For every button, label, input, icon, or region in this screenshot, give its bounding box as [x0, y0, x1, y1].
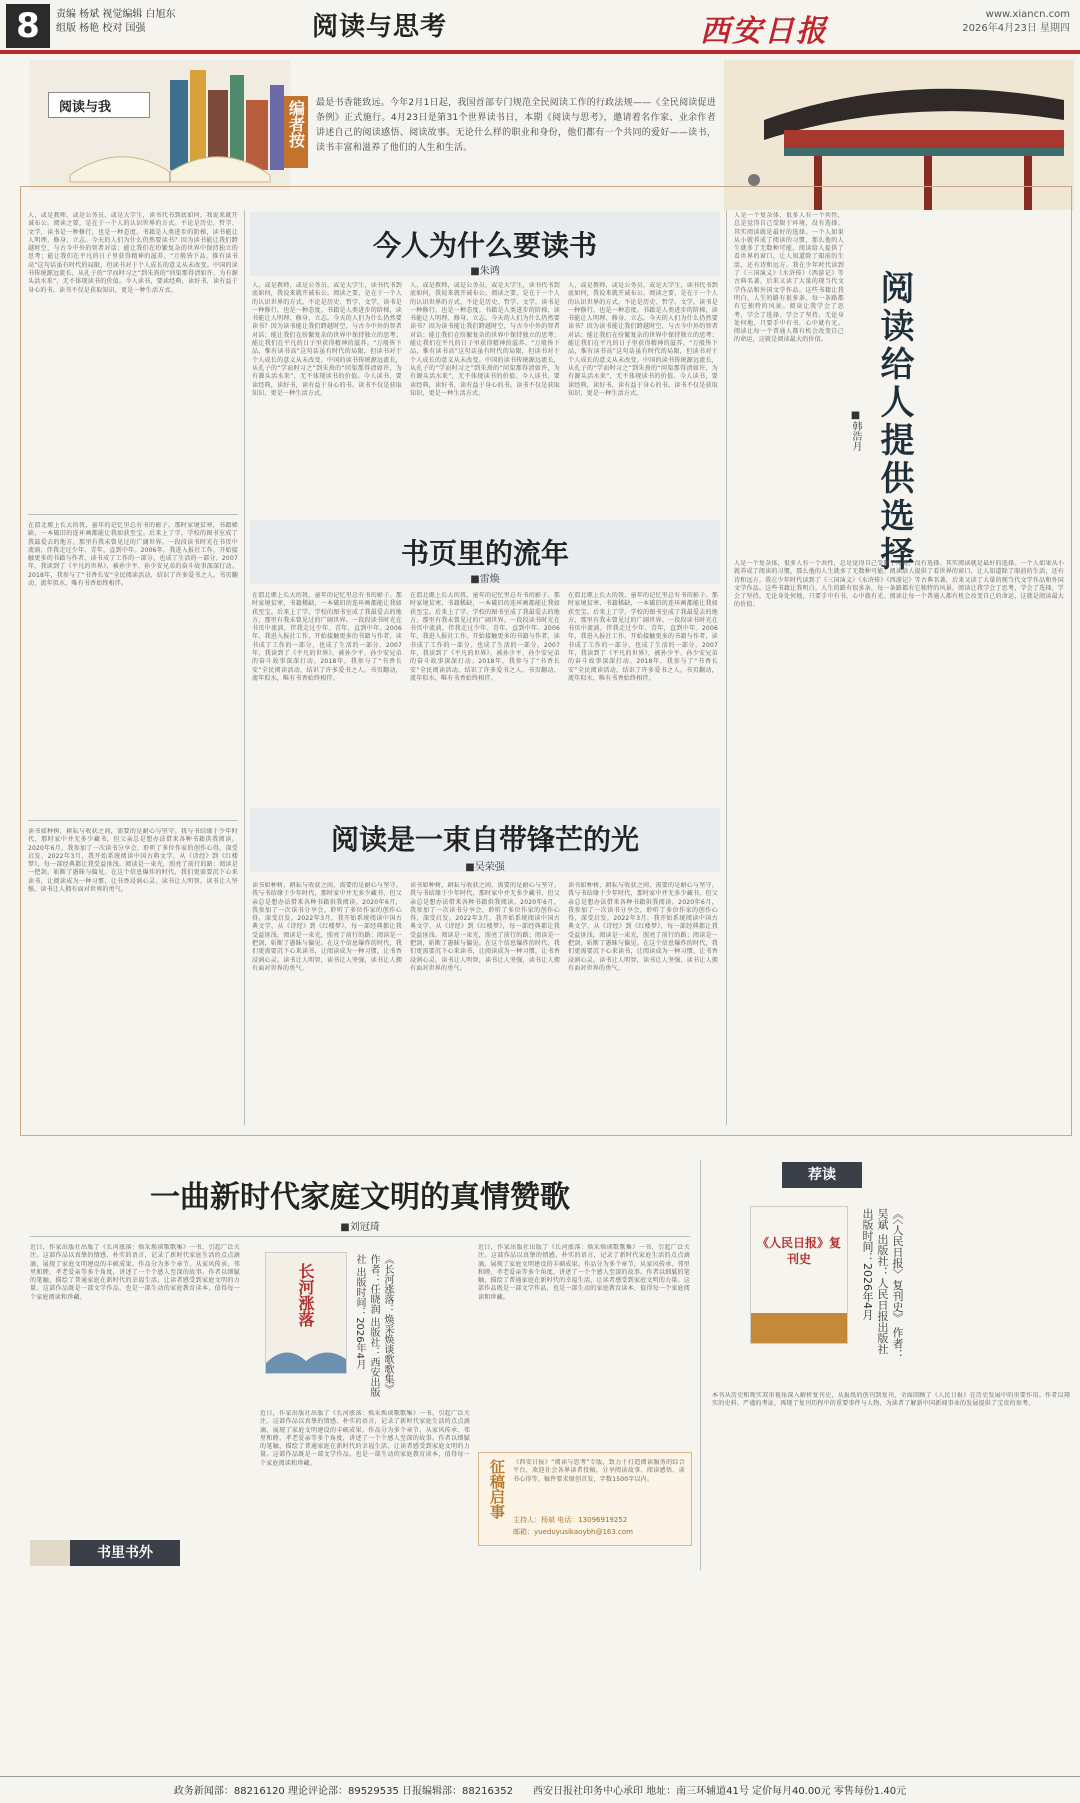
- editor-note-label-box: [284, 96, 308, 168]
- call-for-papers-contact: 主持人：杨斌 电话：13096919252: [513, 1516, 628, 1524]
- call-for-papers-box: [478, 1452, 692, 1546]
- book-cover-2: [750, 1206, 848, 1344]
- article-4-intro: 人是一个复杂体，很多人有一个共性，总是觉得自己受限于环境，没有选择。其实阅读就是最好的选择。一个人如果从小就养成了阅读的习惯，那么他的人生就多了无数种可能。阅读给人提供了看世界的窗口，让人知道除了眼前的生活，还有诗和远方。我在少年时代读到了《三国演义》《水浒传》《西游记》等古典名著，后来又读了大量的现当代文学作品和外国文学作品。这些书籍让我明白，人生的路有很多条，每一条路都有它独特的风景。阅读让我学会了思考，学会了选择，学会了坚持。无论身处何地，只要手中有书，心中就有光。阅读让每一个普通人都有机会改变自己的命运，这就是阅读最大的价值。: [734, 212, 844, 344]
- article-3-author: ■吴荣强: [465, 862, 505, 873]
- article-1-title: 今人为什么要读书: [372, 229, 597, 262]
- book-cover-1: [265, 1252, 347, 1374]
- section-title: 阅读与思考: [312, 12, 448, 42]
- divider: [28, 514, 238, 515]
- book-1-publisher: 出版社：西安出版社: [354, 1254, 379, 1398]
- left-text-1: 人，或是教师，或是公务员，或是大学生，读书代书到底如何，我说来就开诚布公。阅读之要，是在于一个人的认识世界的方式。不论是历史、哲学、文学，读书是一种修行，也是一种态度。书籍是人类进步的阶梯，读书能让人明理、修身、立志。今天的人们为什么仍然要读书？因为读书能让我们跨越时空，与古今中外的智者对话；能让我们在纷繁复杂的世界中保持独立的思考；能让我们在平凡的日子里获得精神的滋养。“万般皆下品，惟有读书高”这句话虽有时代的局限，但读书对于个人成长的意义从未改变。中国的读书传统源远流长，从孔子的“学而时习之”到朱熹的“问渠那得清如许，为有源头活水来”，无不体现读书的价值。今人读书，要读经典，读好书，读有益于身心的书。读书不仅是获取知识，更是一种生活方式。: [28, 212, 238, 294]
- recommend-header: [712, 1162, 1072, 1190]
- editor-note-label: 编者按: [286, 100, 306, 148]
- masthead-logo: 西安日报: [700, 14, 828, 49]
- article-2-col-3: 在渭北塬上长大的我，童年的记忆里总有书的影子。那时家境贫寒，书籍稀缺，一本破旧的连环画都能让我如获至宝。后来上了学，学校的图书室成了我最爱去的地方，那里有我未曾见过的广阔世界。一段段读书时光在书页中流淌，伴我走过少年、青年，直到中年。2006年，我进入报社工作，开始接触更多的书籍与作者，读书成了工作的一部分，也成了生活的一部分。2007年，我读到了《平凡的世界》，被孙少平、孙少安兄弟的奋斗故事深深打动。2018年，我参与了“书香长安”全民阅读活动，结识了许多爱书之人。书页翻动，流年似水，唯有书香始终相伴。: [568, 592, 718, 682]
- article-4-body: 人是一个复杂体，很多人有一个共性，总是觉得自己受限于环境，没有选择。其实阅读就是最好的选择。一个人如果从小就养成了阅读的习惯，那么他的人生就多了无数种可能。阅读给人提供了看世界的窗口，让人知道除了眼前的生活，还有诗和远方。我在少年时代读到了《三国演义》《水浒传》《西游记》等古典名著，后来又读了大量的现当代文学作品和外国文学作品。这些书籍让我明白，人生的路有很多条，每一条路都有它独特的风景。阅读让我学会了思考，学会了选择，学会了坚持。无论身处何地，只要手中有书，心中就有光。阅读让每一个普通人都有机会改变自己的命运，这就是阅读最大的价值。: [734, 560, 1064, 609]
- book-1-title: 《长河涨落：焕采焕谈歌歌集》: [382, 1254, 393, 1394]
- call-for-papers-text: 《西安日报》“阅读与思考”专版，致力于打造阅读服务的综合平台，欢迎社会各界读者投稿，分享阅读故事、阅读感悟、读书心得等。稿件要求原创首发，字数1500字以内。: [513, 1459, 685, 1483]
- bottom-tag: 书里书外: [70, 1540, 180, 1566]
- column-tag-box: [48, 92, 150, 118]
- website[interactable]: www.xiancn.com: [985, 9, 1070, 20]
- left-text-3: 读书如种树，耕耘与收获之间，需要的是耐心与坚守。我与书结缘于少年时代，那时家中并无多少藏书，但父亲总是想办法借来各种书籍供我阅读。2020年6月，我参加了一次读书分享会，聆听了多位作家的创作心得，深受启发。2022年3月，我开始系统阅读中国古典文学，从《诗经》到《红楼梦》，每一部经典都让我受益匪浅。阅读是一束光，照亮了前行的路；阅读是一把剑，斩断了愚昧与偏见。在这个信息爆炸的时代，我们更需要沉下心来读书，让阅读成为一种习惯，让书香浸润心灵。读书让人明智，读书让人坚强，读书让人拥有面对世界的勇气。: [28, 828, 238, 894]
- wave-icon: [266, 1333, 346, 1373]
- credits: [56, 8, 176, 36]
- cover-band: [751, 1313, 847, 1343]
- call-for-papers-label: 征稿启事: [488, 1459, 506, 1519]
- footer-info: 政务新闻部：88216120 理论评论部：89529535 日报编辑部：88216352 西安日报社印务中心承印 地址：南三环辅道41号 定价每月40.00元 零售每份1.40元: [173, 1786, 907, 1797]
- page-number: 8: [6, 4, 50, 48]
- column-rule: [726, 210, 727, 1125]
- credits-line-2: 组版 杨艳 校对 国强: [56, 23, 146, 34]
- book-2-publisher: 出版社：人民日报出版社: [876, 1233, 889, 1355]
- book-2-info: [860, 1208, 905, 1368]
- article-2-title: 书页里的流年: [400, 537, 569, 570]
- book-2-date: 出版时间：2026年4月: [861, 1208, 874, 1320]
- divider: [30, 1236, 690, 1237]
- recommend-tag: 荐读: [782, 1162, 862, 1188]
- book-2-author: 作者：吴斌: [876, 1208, 904, 1360]
- article-5-col-2: 近日，作家出版社出版了《长河涨落：焕采焕谈歌歌集》一书，引起广泛关注。这部作品以真挚的情感、朴实的语言，记录了新时代家庭生活的点点滴滴，展现了家庭文明建设的丰硕成果。作品分为多个章节，从家风传承、邻里和睦、孝老爱亲等多个角度，讲述了一个个感人至深的故事。作者以细腻的笔触，描绘了普通家庭在新时代的幸福生活，让读者感受到家庭文明的力量。这部作品既是一部文学作品，也是一部生动的家庭教育读本，值得每一个家庭阅读和珍藏。: [260, 1410, 470, 1467]
- book-cover-1-title: 长河涨落: [296, 1263, 315, 1327]
- left-text-2: 在渭北塬上长大的我，童年的记忆里总有书的影子。那时家境贫寒，书籍稀缺，一本破旧的连环画都能让我如获至宝。后来上了学，学校的图书室成了我最爱去的地方，那里有我未曾见过的广阔世界。一段段读书时光在书页中流淌，伴我走过少年、青年，直到中年。2006年，我进入报社工作，开始接触更多的书籍与作者，读书成了工作的一部分，也成了生活的一部分。2007年，我读到了《平凡的世界》，被孙少平、孙少安兄弟的奋斗故事深深打动。2018年，我参与了“书香长安”全民阅读活动，结识了许多爱书之人。书页翻动，流年似水，唯有书香始终相伴。: [28, 522, 238, 588]
- column-rule: [700, 1160, 701, 1570]
- header-rule: [0, 50, 1080, 54]
- book-1-date: 出版时间：2026年4月: [354, 1267, 365, 1369]
- editor-note-text: 最是书香能致远。今年2月1日起，我国首部专门规范全民阅读工作的行政法规——《全民阅读促进条例》正式施行。4月23日是第31个世界读书日，本期《阅读与思考》，邀请着名作家、业余作者讲述自己的阅读感悟、阅读故事。无论什么样的职业和身份，他们都有一个共同的爱好——读书，读书丰富和滋养了他们的人生和生活。: [316, 98, 716, 153]
- article-2-col-2: 在渭北塬上长大的我，童年的记忆里总有书的影子。那时家境贫寒，书籍稀缺，一本破旧的连环画都能让我如获至宝。后来上了学，学校的图书室成了我最爱去的地方，那里有我未曾见过的广阔世界。一段段读书时光在书页中流淌，伴我走过少年、青年，直到中年。2006年，我进入报社工作，开始接触更多的书籍与作者，读书成了工作的一部分，也成了生活的一部分。2007年，我读到了《平凡的世界》，被孙少平、孙少安兄弟的奋斗故事深深打动。2018年，我参与了“书香长安”全民阅读活动，结识了许多爱书之人。书页翻动，流年似水，唯有书香始终相伴。: [410, 592, 560, 682]
- column-rule: [244, 210, 245, 1125]
- recommend-body: 本书从历史和现实双重视角深入解析复刊史，从报纸的创刊到复刊，全面回顾了《人民日报》在历史发展中的重要作用。作者以翔实的史料、严谨的考证，再现了复刊历程中的重要事件与人物，为读者了解新中国新闻事业的发展提供了宝贵的参考。: [712, 1392, 1070, 1408]
- book-1-info: [352, 1254, 394, 1404]
- footer-rule: [0, 1776, 1080, 1777]
- article-2-author: ■雷焕: [470, 574, 500, 585]
- credits-line-1: 责编 杨斌 视觉编辑 白旭东: [56, 9, 176, 20]
- article-2-col-1: 在渭北塬上长大的我，童年的记忆里总有书的影子。那时家境贫寒，书籍稀缺，一本破旧的连环画都能让我如获至宝。后来上了学，学校的图书室成了我最爱去的地方，那里有我未曾见过的广阔世界。一段段读书时光在书页中流淌，伴我走过少年、青年，直到中年。2006年，我进入报社工作，开始接触更多的书籍与作者，读书成了工作的一部分，也成了生活的一部分。2007年，我读到了《平凡的世界》，被孙少平、孙少安兄弟的奋斗故事深深打动。2018年，我参与了“书香长安”全民阅读活动，结识了许多爱书之人。书页翻动，流年似水，唯有书香始终相伴。: [252, 592, 402, 682]
- book-1-author: 作者：任晓润: [368, 1254, 379, 1314]
- book-icon: [30, 1540, 70, 1566]
- column-tag: 阅读与我: [59, 100, 112, 115]
- article-3-title: 阅读是一束自带锋芒的光: [330, 823, 639, 856]
- call-for-papers-email[interactable]: 邮箱：yueduyusikaoybh@163.com: [513, 1528, 633, 1536]
- article-3-col-1: 读书如种树，耕耘与收获之间，需要的是耐心与坚守。我与书结缘于少年时代，那时家中并无多少藏书，但父亲总是想办法借来各种书籍供我阅读。2020年6月，我参加了一次读书分享会，聆听了多位作家的创作心得，深受启发。2022年3月，我开始系统阅读中国古典文学，从《诗经》到《红楼梦》，每一部经典都让我受益匪浅。阅读是一束光，照亮了前行的路；阅读是一把剑，斩断了愚昧与偏见。在这个信息爆炸的时代，我们更需要沉下心来读书，让阅读成为一种习惯，让书香浸润心灵。读书让人明智，读书让人坚强，读书让人拥有面对世界的勇气。: [252, 882, 402, 972]
- article-1-col-2: 人，或是教师，或是公务员，或是大学生，读书代书到底如何，我说来就开诚布公。阅读之要，是在于一个人的认识世界的方式。不论是历史、哲学、文学，读书是一种修行，也是一种态度。书籍是人类进步的阶梯，读书能让人明理、修身、立志。今天的人们为什么仍然要读书？因为读书能让我们跨越时空，与古今中外的智者对话；能让我们在纷繁复杂的世界中保持独立的思考；能让我们在平凡的日子里获得精神的滋养。“万般皆下品，惟有读书高”这句话虽有时代的局限，但读书对于个人成长的意义从未改变。中国的读书传统源远流长，从孔子的“学而时习之”到朱熹的“问渠那得清如许，为有源头活水来”，无不体现读书的价值。今人读书，要读经典，读好书，读有益于身心的书。读书不仅是获取知识，更是一种生活方式。: [410, 282, 560, 397]
- book-2-title: 《〈人民日报〉复刊史》: [891, 1208, 904, 1324]
- article-5-col-1: 近日，作家出版社出版了《长河涨落：焕采焕谈歌歌集》一书，引起广泛关注。这部作品以真挚的情感、朴实的语言，记录了新时代家庭生活的点点滴滴，展现了家庭文明建设的丰硕成果。作品分为多个章节，从家风传承、邻里和睦、孝老爱亲等多个角度，讲述了一个个感人至深的故事。作者以细腻的笔触，描绘了普通家庭在新时代的幸福生活，让读者感受到家庭文明的力量。这部作品既是一部文学作品，也是一部生动的家庭教育读本，值得每一个家庭阅读和珍藏。: [30, 1244, 240, 1301]
- article-5-author: ■刘冠琦: [340, 1222, 380, 1233]
- article-3-col-3: 读书如种树，耕耘与收获之间，需要的是耐心与坚守。我与书结缘于少年时代，那时家中并无多少藏书，但父亲总是想办法借来各种书籍供我阅读。2020年6月，我参加了一次读书分享会，聆听了多位作家的创作心得，深受启发。2022年3月，我开始系统阅读中国古典文学，从《诗经》到《红楼梦》，每一部经典都让我受益匪浅。阅读是一束光，照亮了前行的路；阅读是一把剑，斩断了愚昧与偏见。在这个信息爆炸的时代，我们更需要沉下心来读书，让阅读成为一种习惯，让书香浸润心灵。读书让人明智，读书让人坚强，读书让人拥有面对世界的勇气。: [568, 882, 718, 972]
- article-1-author: ■朱鸿: [470, 266, 500, 277]
- bottom-tag-box: [30, 1540, 230, 1566]
- book-cover-2-title: 《人民日报》复刊史: [757, 1236, 842, 1266]
- article-4-author: ■韩浩月: [850, 410, 861, 451]
- article-5-title: 一曲新时代家庭文明的真情赞歌: [150, 1180, 570, 1215]
- article-5-col-3: 近日，作家出版社出版了《长河涨落：焕采焕谈歌歌集》一书，引起广泛关注。这部作品以真挚的情感、朴实的语言，记录了新时代家庭生活的点点滴滴，展现了家庭文明建设的丰硕成果。作品分为多个章节，从家风传承、邻里和睦、孝老爱亲等多个角度，讲述了一个个感人至深的故事。作者以细腻的笔触，描绘了普通家庭在新时代的幸福生活，让读者感受到家庭文明的力量。这部作品既是一部文学作品，也是一部生动的家庭教育读本，值得每一个家庭阅读和珍藏。: [478, 1244, 690, 1301]
- divider: [28, 820, 238, 821]
- article-1-col-1: 人，或是教师，或是公务员，或是大学生，读书代书到底如何，我说来就开诚布公。阅读之要，是在于一个人的认识世界的方式。不论是历史、哲学、文学，读书是一种修行，也是一种态度。书籍是人类进步的阶梯，读书能让人明理、修身、立志。今天的人们为什么仍然要读书？因为读书能让我们跨越时空，与古今中外的智者对话；能让我们在纷繁复杂的世界中保持独立的思考；能让我们在平凡的日子里获得精神的滋养。“万般皆下品，惟有读书高”这句话虽有时代的局限，但读书对于个人成长的意义从未改变。中国的读书传统源远流长，从孔子的“学而时习之”到朱熹的“问渠那得清如许，为有源头活水来”，无不体现读书的价值。今人读书，要读经典，读好书，读有益于身心的书。读书不仅是获取知识，更是一种生活方式。: [252, 282, 402, 397]
- article-4-title: 阅读给人提供选择: [874, 270, 914, 574]
- article-3-col-2: 读书如种树，耕耘与收获之间，需要的是耐心与坚守。我与书结缘于少年时代，那时家中并无多少藏书，但父亲总是想办法借来各种书籍供我阅读。2020年6月，我参加了一次读书分享会，聆听了多位作家的创作心得，深受启发。2022年3月，我开始系统阅读中国古典文学，从《诗经》到《红楼梦》，每一部经典都让我受益匪浅。阅读是一束光，照亮了前行的路；阅读是一把剑，斩断了愚昧与偏见。在这个信息爆炸的时代，我们更需要沉下心来读书，让阅读成为一种习惯，让书香浸润心灵。读书让人明智，读书让人坚强，读书让人拥有面对世界的勇气。: [410, 882, 560, 972]
- issue-date: 2026年4月23日 星期四: [962, 23, 1070, 34]
- books-illustration: [30, 60, 290, 190]
- article-1-col-3: 人，或是教师，或是公务员，或是大学生，读书代书到底如何，我说来就开诚布公。阅读之要，是在于一个人的认识世界的方式。不论是历史、哲学、文学，读书是一种修行，也是一种态度。书籍是人类进步的阶梯，读书能让人明理、修身、立志。今天的人们为什么仍然要读书？因为读书能让我们跨越时空，与古今中外的智者对话；能让我们在纷繁复杂的世界中保持独立的思考；能让我们在平凡的日子里获得精神的滋养。“万般皆下品，惟有读书高”这句话虽有时代的局限，但读书对于个人成长的意义从未改变。中国的读书传统源远流长，从孔子的“学而时习之”到朱熹的“问渠那得清如许，为有源头活水来”，无不体现读书的价值。今人读书，要读经典，读好书，读有益于身心的书。读书不仅是获取知识，更是一种生活方式。: [568, 282, 718, 397]
